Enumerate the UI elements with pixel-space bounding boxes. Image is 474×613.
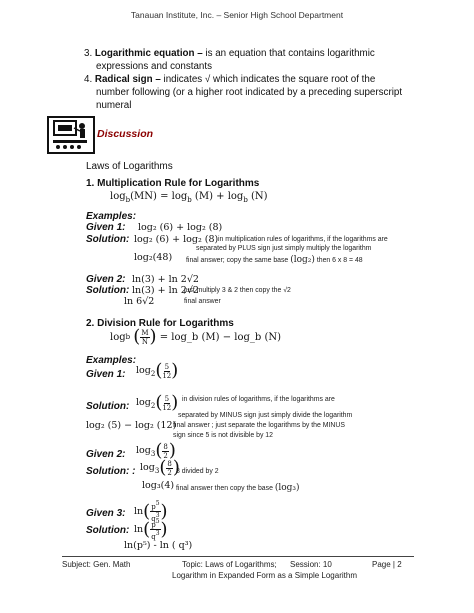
definition-text: is an equation that contains logarithmic [202,48,375,59]
solution-label: Solution: [86,401,130,412]
given-label: Given 1: [86,222,126,233]
definition-term: Radical sign – [94,74,161,85]
solution-expression: ln(3) + ln 2√2 [132,285,199,296]
section-title: Laws of Logarithms [86,161,173,172]
rule1-formula: $\log_b(MN) = \log_b (M) + \log_b (N)$ [110,191,268,204]
given-label: Given 3: [86,508,126,519]
given-label: Given 2: [86,449,126,460]
definition-3 [84,47,414,73]
given-expression: ln(3) + ln 2√2 [132,274,199,285]
footer-topic: Topic: Laws of Logarithms; [182,560,277,569]
solution-note: just multiply 3 & 2 then copy the √2 [184,287,291,294]
final-expression: log₃(4) [142,480,175,491]
given-label: Given 2: [86,274,126,285]
rule1-title: 1. Multiplication Rule for Logarithms [86,178,260,189]
solution-note: in multiplication rules of logarithms, if the logarithms are [218,236,388,243]
final-expression: ln(p⁵) - ln ( q³) [124,540,193,551]
given-expression: ln ( $\frac{p5}{q3}$ ) [134,500,168,523]
given-label: Given 1: [86,369,126,380]
solution-label: Solution: [86,234,130,245]
solution-note: in division rules of logarithms, if the logarithms are [182,396,335,403]
final-note: final answer [184,298,221,305]
footer-divider [62,556,414,557]
solution-label: Solution: [86,285,130,296]
given-expression: log₂ (6) + log₂ (8) [138,222,223,233]
definition-text: expressions and constants [96,61,212,72]
examples-heading: Examples: [86,355,137,366]
presentation-board-icon [47,116,95,154]
solution-expression: $\log_3$ ( $\frac{8}{2}$ ) [140,457,180,478]
page-header: Tanauan Institute, Inc. – Senior High School Department [130,10,344,20]
definition-text: indicates √ which indicates the square root of the [160,74,376,85]
solution-note: separated by MINUS sign just simply divide the logarithm [178,412,353,419]
definition-text: numeral [96,100,132,111]
footer-subtitle: Logarithm in Expanded Form as a Simple Logarithm [172,571,357,580]
footer-session: Session: 10 [290,560,332,569]
final-note: final answer; copy the same base (log₂) then 6 x 8 = 48 [186,255,363,265]
definition-term: Logarithmic equation – [94,48,203,59]
examples-heading: Examples: [86,211,137,222]
definition-number: 3. [84,48,93,59]
final-note: final answer then copy the base (log₃) [176,483,300,493]
solution-expression: $\log_2$ ( $\frac{5}{12}$ ) [136,392,179,413]
definition-number: 4. [84,74,93,85]
given-expression: $\log_2$ ( $\frac{5}{12}$ ) [136,360,179,381]
definition-text: number following (or a higher root indicated by a preceding superscript [96,87,403,98]
given-expression: $\log_3$ ( $\frac{8}{2}$ ) [136,440,176,461]
footer-page: Page | 2 [372,560,402,569]
solution-label: Solution: [86,525,130,536]
footer-subject: Subject: Gen. Math [62,560,131,569]
final-note: final answer ; just separate the logarithms by the MINUS [173,422,345,429]
final-note: sign since 5 is not divisible by 12 [173,432,273,439]
solution-expression: log₂ (6) + log₂ (8) [134,234,219,245]
solution-label: Solution: : [86,466,136,477]
solution-expression: ln ( $\frac{p5}{q3}$ ) [134,518,168,541]
solution-note: separated by PLUS sign just simply multiply the logarithm [196,245,372,252]
final-expression: log₂ (5) − log₂ (12) [86,420,177,431]
rule2-formula: log b ( $\frac{M}{N}$ ) = log_b (M) − log_b (N) [110,326,282,347]
rule2-title: 2. Division Rule for Logarithms [86,318,234,329]
discussion-label: Discussion [97,128,154,140]
final-expression: log₂(48) [134,252,173,263]
final-expression: ln 6√2 [124,296,155,307]
definition-4 [84,73,429,112]
solution-note: 8 divided by 2 [176,468,219,475]
